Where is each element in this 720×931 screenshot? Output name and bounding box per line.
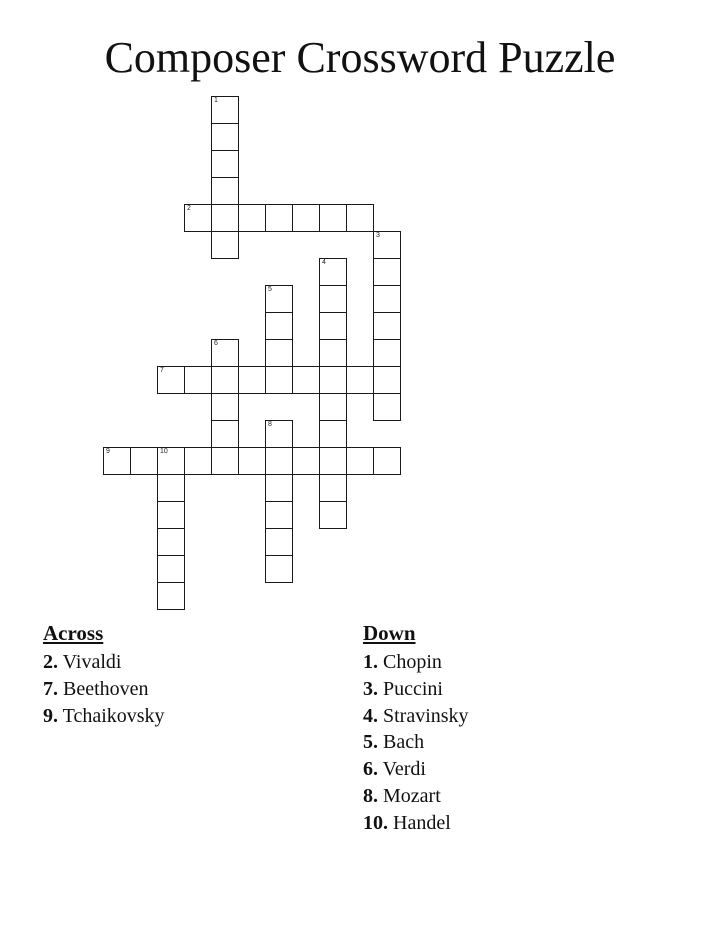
crossword-cell: [184, 204, 212, 232]
crossword-cell: [184, 447, 212, 475]
clue-item: [43, 649, 165, 676]
crossword-cell: [292, 204, 320, 232]
crossword-cell: [211, 96, 239, 124]
down-clues: [363, 620, 469, 837]
crossword-cell: [265, 312, 293, 340]
cell-number: 9: [106, 448, 110, 455]
down-heading: Down: [363, 621, 416, 645]
crossword-cell: [157, 366, 185, 394]
crossword-cell: [157, 501, 185, 529]
clue-item: [363, 783, 469, 810]
crossword-cell: [265, 555, 293, 583]
crossword-cell: [157, 555, 185, 583]
crossword-cell: [373, 339, 401, 367]
crossword-cell: [157, 582, 185, 610]
crossword-cell: [319, 420, 347, 448]
cell-number: 1: [214, 97, 218, 104]
clue-number: 3.: [363, 677, 378, 700]
clue-number: 2.: [43, 651, 58, 673]
crossword-cell: [157, 528, 185, 556]
crossword-cell: [211, 339, 239, 367]
clue-item: [363, 649, 469, 676]
cell-number: 8: [268, 421, 272, 428]
clue-number: 1.: [363, 651, 378, 673]
crossword-cell: [319, 204, 347, 232]
crossword-cell: [373, 447, 401, 475]
crossword-cell: [211, 177, 239, 205]
clue-item: [363, 676, 469, 703]
cell-number: 4: [322, 259, 326, 266]
clue-answer: Beethoven: [63, 677, 149, 700]
clue-number: 9.: [43, 704, 58, 727]
cell-number: 10: [160, 448, 168, 455]
crossword-cell: [238, 204, 266, 232]
clue-answer: Chopin: [383, 651, 442, 673]
clue-number: 10.: [363, 811, 388, 834]
clue-item: [363, 729, 469, 756]
crossword-cell: [238, 447, 266, 475]
crossword-cell: [265, 447, 293, 475]
crossword-cell: [211, 150, 239, 178]
crossword-cell: [184, 366, 212, 394]
clue-number: 8.: [363, 784, 378, 807]
cell-number: 5: [268, 286, 272, 293]
crossword-cell: [211, 420, 239, 448]
crossword-cell: [265, 474, 293, 502]
cell-number: 7: [160, 367, 164, 374]
crossword-cell: [319, 447, 347, 475]
clue-number: 7.: [43, 677, 58, 700]
crossword-cell: [265, 501, 293, 529]
crossword-cell: [265, 420, 293, 448]
crossword-cell: [265, 366, 293, 394]
clue-item: [43, 676, 165, 703]
crossword-cell: [130, 447, 158, 475]
crossword-cell: [265, 528, 293, 556]
crossword-cell: [373, 231, 401, 259]
clue-number: 4.: [363, 704, 378, 727]
crossword-cell: [292, 366, 320, 394]
crossword-cell: [319, 393, 347, 421]
crossword-cell: [373, 393, 401, 421]
cell-number: 6: [214, 340, 218, 347]
crossword-cell: [319, 474, 347, 502]
clue-answer: Stravinsky: [383, 704, 469, 727]
crossword-cell: [211, 204, 239, 232]
crossword-cell: [265, 339, 293, 367]
clue-item: [363, 810, 469, 837]
clue-answer: Verdi: [382, 758, 426, 781]
cell-number: 3: [376, 232, 380, 239]
crossword-cell: [346, 447, 374, 475]
crossword-cell: [103, 447, 131, 475]
crossword-cell: [373, 312, 401, 340]
clue-number: 6.: [363, 758, 378, 781]
crossword-cell: [238, 366, 266, 394]
crossword-cell: [265, 204, 293, 232]
clue-number: 5.: [363, 731, 378, 754]
crossword-cell: [265, 285, 293, 313]
crossword-cell: [211, 366, 239, 394]
page-title: Composer Crossword Puzzle: [104, 33, 616, 82]
clue-answer: Puccini: [383, 677, 443, 700]
crossword-cell: [346, 366, 374, 394]
crossword-cell: [319, 501, 347, 529]
crossword-cell: [157, 447, 185, 475]
clue-item: [363, 756, 469, 783]
crossword-cell: [319, 339, 347, 367]
clue-item: [43, 703, 165, 730]
crossword-cell: [211, 447, 239, 475]
crossword-cell: [319, 312, 347, 340]
clue-answer: Vivaldi: [62, 651, 122, 673]
crossword-cell: [319, 258, 347, 286]
clue-answer: Mozart: [383, 784, 441, 807]
across-heading: Across: [43, 621, 104, 645]
crossword-cell: [211, 123, 239, 151]
cell-number: 2: [187, 205, 191, 212]
crossword-cell: [319, 285, 347, 313]
crossword-cell: [373, 285, 401, 313]
crossword-cell: [211, 231, 239, 259]
clue-answer: Bach: [383, 731, 425, 754]
crossword-cell: [373, 366, 401, 394]
crossword-cell: [157, 474, 185, 502]
across-clues: [43, 620, 165, 729]
clue-item: [363, 703, 469, 730]
crossword-cell: [292, 447, 320, 475]
crossword-cell: [346, 204, 374, 232]
crossword-cell: [319, 366, 347, 394]
crossword-cell: [373, 258, 401, 286]
crossword-cell: [211, 393, 239, 421]
clue-answer: Handel: [393, 811, 451, 834]
clue-answer: Tchaikovsky: [62, 704, 165, 727]
